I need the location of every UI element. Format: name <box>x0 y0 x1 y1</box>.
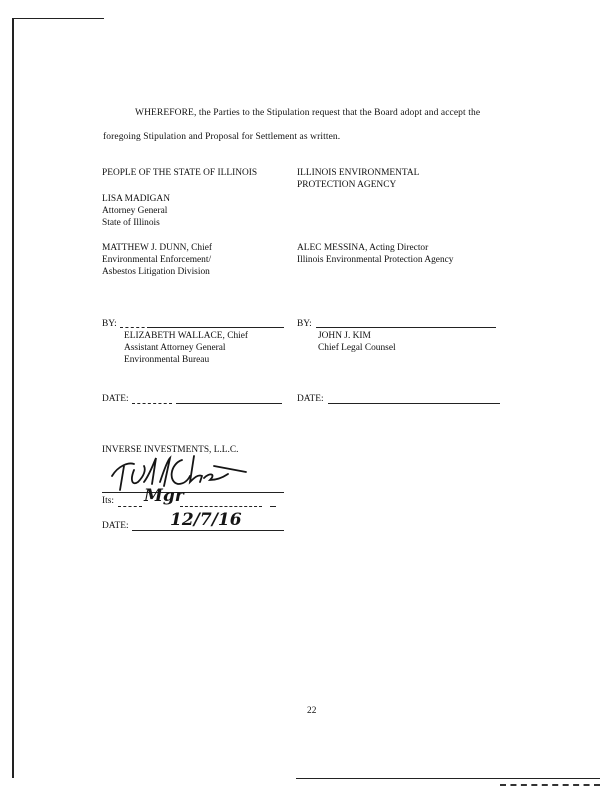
scan-edge-dashes <box>500 784 600 786</box>
attorney-state: State of Illinois <box>102 218 160 228</box>
right-signature-line <box>316 327 496 328</box>
page-number: 22 <box>307 706 317 716</box>
its-dashes-left <box>118 506 142 507</box>
left-signer-title-2: Environmental Bureau <box>124 355 210 365</box>
its-dash-end <box>270 506 276 507</box>
division-line-1: Environmental Enforcement/ <box>102 255 212 265</box>
respondent-date-label: DATE: <box>102 521 129 531</box>
division-line-2: Asbestos Litigation Division <box>102 267 210 277</box>
left-signature-line <box>150 327 284 328</box>
left-signer-name: ELIZABETH WALLACE, Chief <box>124 331 249 341</box>
left-by-label: BY: <box>102 319 117 329</box>
left-signer-title-1: Assistant Attorney General <box>124 343 226 353</box>
its-handwritten-value: Mgr <box>144 486 184 506</box>
its-dashes-right <box>180 506 262 507</box>
respondent-heading: INVERSE INVESTMENTS, L.L.C. <box>102 445 239 455</box>
scan-edge-top <box>12 18 104 19</box>
division-chief: MATTHEW J. DUNN, Chief <box>102 243 212 253</box>
respondent-signature-line <box>102 492 284 493</box>
left-date-label: DATE: <box>102 394 129 404</box>
right-signer-name: JOHN J. KIM <box>318 331 371 341</box>
scan-edge-bottom <box>296 778 600 779</box>
respondent-handwritten-date: 12/7/16 <box>170 510 242 530</box>
left-date-line <box>176 403 282 404</box>
respondent-date-line <box>132 530 284 531</box>
people-heading: PEOPLE OF THE STATE OF ILLINOIS <box>102 168 258 178</box>
scan-edge-left <box>12 18 14 778</box>
respondent-its-label: Its: <box>102 496 114 506</box>
attorney-name: LISA MADIGAN <box>102 194 170 204</box>
agency-heading-line-1: ILLINOIS ENVIRONMENTAL <box>297 168 420 178</box>
right-date-label: DATE: <box>297 394 324 404</box>
right-by-label: BY: <box>297 319 312 329</box>
paragraph-line-2: foregoing Stipulation and Proposal for Settlement as written. <box>103 132 341 142</box>
right-date-line <box>328 403 500 404</box>
left-date-dashes <box>132 403 172 404</box>
agency-name: Illinois Environmental Protection Agency <box>297 255 454 265</box>
right-signer-title: Chief Legal Counsel <box>318 343 396 353</box>
agency-heading-line-2: PROTECTION AGENCY <box>297 180 397 190</box>
attorney-title: Attorney General <box>102 206 168 216</box>
paragraph-line-1: WHEREFORE, the Parties to the Stipulation request that the Board adopt and accept the <box>135 108 481 118</box>
agency-director: ALEC MESSINA, Acting Director <box>297 243 429 253</box>
left-by-dashes <box>120 327 150 328</box>
